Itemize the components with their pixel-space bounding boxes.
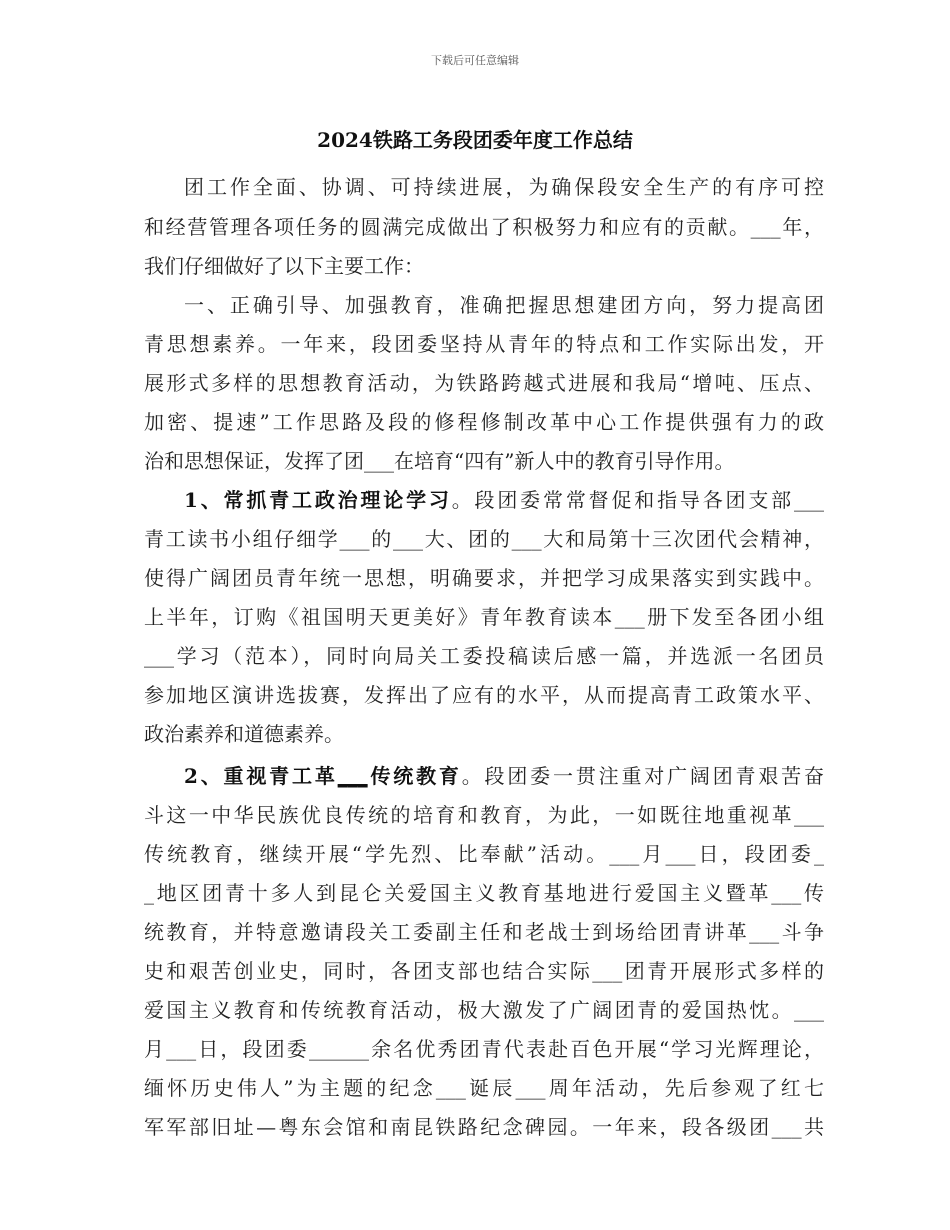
section-1-first-line	[184, 483, 824, 517]
paragraph-line: 政治素养和道德素养。	[144, 722, 344, 746]
paragraph-line: 展形式多样的思想教育活动，为铁路跨越式进展和我局“增吨、压点、	[144, 371, 824, 395]
section-2-first-line	[184, 759, 824, 793]
header-note: 下载后可任意编辑	[431, 54, 519, 67]
section-2-heading: 2、重视青工革___传统教育	[184, 764, 462, 788]
paragraph-line: 上半年，订购《祖国明天更美好》青年教育读本___册下发至各团小组	[144, 605, 824, 629]
document-title: 2024铁路工务段团委年度工作总结	[317, 128, 633, 152]
paragraph-line: 史和艰苦创业史，同时，各团支部也结合实际___团青开展形式多样的	[144, 959, 824, 983]
paragraph-line: 传统教育，继续开展“学先烈、比奉献”活动。___月___日，段团委_	[144, 842, 824, 866]
section-2-lead-text: 。段团委一贯注重对广阔团青艰苦奋	[461, 764, 824, 788]
paragraph-line: 统教育，并特意邀请段关工委副主任和老战士到场给团青讲革___斗争	[144, 920, 824, 944]
section-1-lead-text: 。段团委常常督促和指导各团支部___	[451, 488, 824, 512]
section-1-heading: 1、常抓青工政治理论学习	[184, 488, 452, 512]
paragraph-line: 治和思想保证，发挥了团___在培育“四有”新人中的教育引导作用。	[144, 449, 735, 473]
paragraph-line: 缅怀历史伟人”为主题的纪念___诞辰___周年活动，先后参观了红七	[144, 1076, 824, 1100]
paragraph-line: 和经营管理各项任务的圆满完成做出了积极努力和应有的贡献。___年，	[144, 215, 824, 239]
paragraph-line: 爱国主义教育和传统教育活动，极大激发了广阔团青的爱国热忱。___	[144, 998, 824, 1022]
paragraph-line: ___学习（范本），同时向局关工委投稿读后感一篇，并选派一名团员	[144, 644, 824, 668]
paragraph-line: 斗这一中华民族优良传统的培育和教育，为此，一如既往地重视革___	[144, 803, 824, 827]
paragraph-line: 青工读书小组仔细学___的___大、团的___大和局第十三次团代会精神，	[144, 527, 824, 551]
paragraph-line: 月___日，段团委______余名优秀团青代表赴百色开展“学习光辉理论，	[144, 1037, 824, 1061]
paragraph-line: 参加地区演讲选拔赛，发挥出了应有的水平，从而提高青工政策水平、	[144, 683, 824, 707]
paragraph-line: 我们仔细做好了以下主要工作：	[144, 254, 424, 278]
paragraph-line: 加密、提速”工作思路及段的修程修制改革中心工作提供强有力的政	[144, 410, 824, 434]
paragraph-line: 使得广阔团员青年统一思想，明确要求，并把学习成果落实到实践中。	[144, 566, 824, 590]
paragraph-line: _地区团青十多人到昆仑关爱国主义教育基地进行爱国主义暨革___传	[144, 881, 824, 905]
paragraph-line: 团工作全面、协调、可持续进展，为确保段安全生产的有序可控	[184, 175, 824, 199]
paragraph-line: 军军部旧址—粤东会馆和南昆铁路纪念碑园。一年来，段各级团___共	[144, 1115, 824, 1139]
paragraph-line: 一、正确引导、加强教育，准确把握思想建团方向，努力提高团	[184, 293, 824, 317]
paragraph-line: 青思想素养。一年来，段团委坚持从青年的特点和工作实际出发，开	[144, 332, 824, 356]
